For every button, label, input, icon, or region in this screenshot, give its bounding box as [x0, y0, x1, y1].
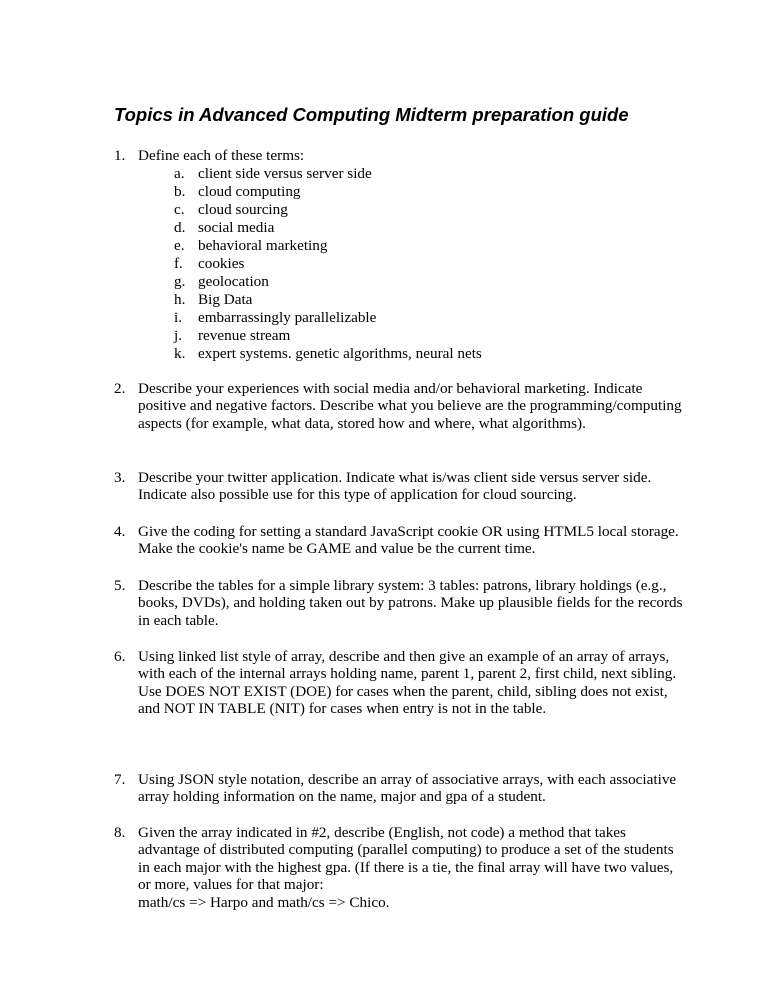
question-number: 6. [114, 648, 126, 665]
term-text: cloud sourcing [198, 201, 288, 218]
question-number: 7. [114, 771, 126, 788]
term-item-i [174, 309, 376, 326]
term-letter: g. [174, 273, 186, 290]
question-1 [114, 147, 689, 164]
term-text: cloud computing [198, 183, 301, 200]
term-item-e [174, 237, 327, 254]
term-letter: j. [174, 327, 183, 344]
page-title: Topics in Advanced Computing Midterm preparation guide [114, 104, 629, 125]
question-8 [114, 824, 689, 911]
term-item-d [174, 219, 274, 236]
term-item-h [174, 291, 252, 308]
question-number: 5. [114, 577, 126, 594]
term-text: cookies [198, 255, 245, 272]
question-number: 2. [114, 380, 126, 397]
term-item-j [174, 327, 290, 344]
term-item-k [174, 345, 482, 362]
term-letter: i. [174, 309, 183, 326]
question-number: 1. [114, 147, 126, 164]
question-number: 4. [114, 523, 126, 540]
term-letter: a. [174, 165, 185, 182]
term-letter: c. [174, 201, 185, 218]
term-item-b [174, 183, 301, 200]
term-text: client side versus server side [198, 165, 372, 182]
question-text: Using linked list style of array, describe and then give an example of an array of arrays, with each of the internal arrays holding name, parent 1, parent 2, first child, next sibling. Use DOES NOT EXIST (DOE) for cases when the parent, child, sibling does not exist, and NOT IN TABLE (NIT) for cases when entry is not in the table. [138, 648, 677, 718]
term-item-g [174, 273, 269, 290]
term-letter: k. [174, 345, 186, 362]
question-text [138, 824, 689, 911]
question-8-example: math/cs => Harpo and math/cs => Chico. [138, 893, 390, 911]
term-text: Big Data [198, 291, 253, 308]
question-number: 3. [114, 469, 126, 486]
term-item-a [174, 165, 372, 182]
term-letter: h. [174, 291, 186, 308]
question-text: Define each of these terms: [138, 147, 305, 164]
question-4 [114, 523, 689, 558]
question-text: Using JSON style notation, describe an array of associative arrays, with each associative array holding information on the name, major and gpa of a student. [138, 771, 677, 806]
term-text: social media [198, 219, 275, 236]
question-text: Describe your twitter application. Indicate what is/was client side versus server side. Indicate also possible use for this type of application for cloud sourcing. [138, 469, 652, 504]
question-8-body: Given the array indicated in #2, describe (English, not code) a method that takes advantage of distributed computing (parallel computing) to produce a set of the students in each major with the highest gpa. (If there is a tie, the final array will have two values, or more, values for that major: [138, 824, 674, 894]
question-3 [114, 469, 689, 504]
term-letter: f. [174, 255, 183, 272]
question-text: Describe your experiences with social media and/or behavioral marketing. Indicate positive and negative factors. Describe what you believe are the programming/computing aspects (for example, what data, stored how and where, what algorithms). [138, 380, 682, 432]
term-letter: b. [174, 183, 186, 200]
question-number: 8. [114, 824, 126, 841]
question-text: Give the coding for setting a standard JavaScript cookie OR using HTML5 local storage. Make the cookie's name be GAME and value be the current time. [138, 523, 679, 558]
term-text: embarrassingly parallelizable [198, 309, 377, 326]
question-2 [114, 380, 689, 432]
term-text: revenue stream [198, 327, 291, 344]
term-item-c [174, 201, 288, 218]
term-text: behavioral marketing [198, 237, 328, 254]
term-letter: e. [174, 237, 185, 254]
question-5 [114, 577, 689, 629]
term-text: geolocation [198, 273, 269, 290]
question-text: Describe the tables for a simple library system: 3 tables: patrons, library holdings (e.g., books, DVDs), and holding taken out by patrons. Make up plausible fields for the records in each table. [138, 577, 683, 629]
question-7 [114, 771, 689, 806]
term-item-f [174, 255, 244, 272]
question-6 [114, 648, 689, 718]
term-letter: d. [174, 219, 186, 236]
term-text: expert systems. genetic algorithms, neural nets [198, 345, 482, 362]
